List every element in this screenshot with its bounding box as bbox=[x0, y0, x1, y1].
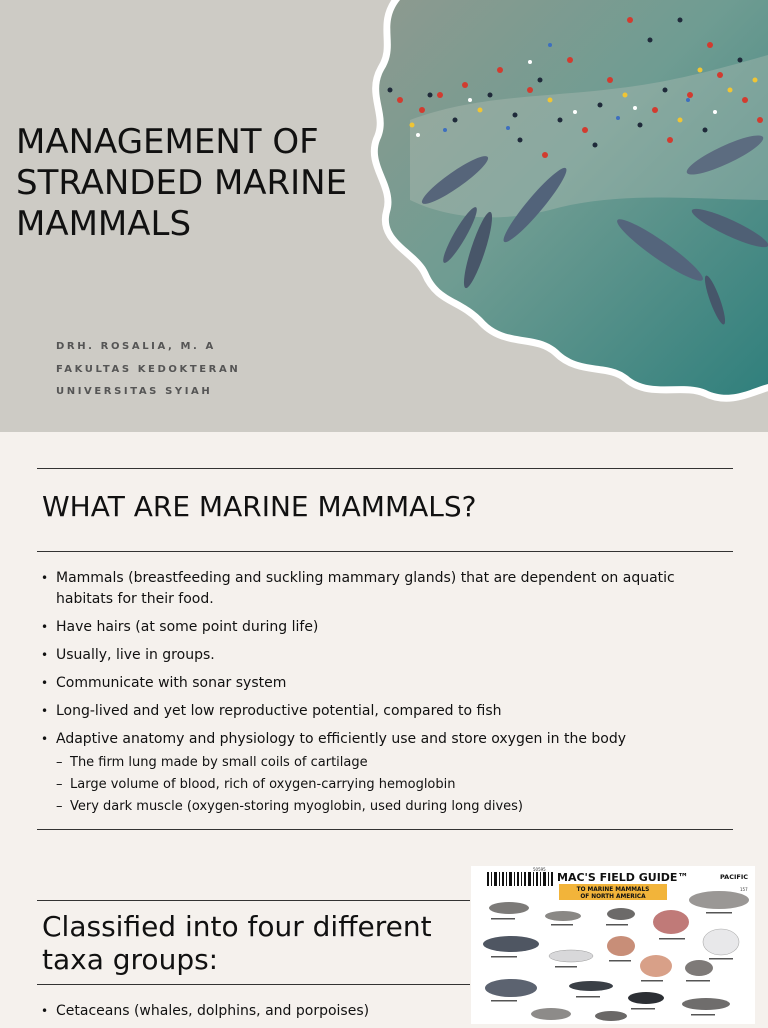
guide-barcode-number: 50595 bbox=[533, 867, 546, 872]
list-item: • Have hairs (at some point during life) bbox=[42, 617, 712, 638]
bottom-rule bbox=[37, 829, 733, 830]
title-slide bbox=[0, 0, 768, 432]
taxa-top-rule bbox=[37, 900, 470, 901]
list-item: • Communicate with sonar system bbox=[42, 673, 712, 694]
section-heading: WHAT ARE MARINE MAMMALS? bbox=[42, 490, 477, 523]
taxa-heading-line-2: taxa groups: bbox=[42, 943, 219, 976]
sub-list-item: – The firm lung made by small coils of cartilage bbox=[42, 752, 712, 773]
guide-page-number: 157 bbox=[740, 887, 748, 892]
guide-subtitle-2: OF NORTH AMERICA bbox=[580, 894, 646, 900]
top-rule bbox=[37, 468, 733, 469]
list-item: • Adaptive anatomy and physiology to efficiently use and store oxygen in the body bbox=[42, 729, 712, 750]
guide-subtitle-1: TO MARINE MAMMALS bbox=[576, 887, 650, 893]
field-guide-image bbox=[471, 866, 755, 1024]
marine-mammal-illustrations bbox=[483, 891, 749, 1021]
barcode-icon bbox=[487, 872, 553, 886]
list-item: • Long-lived and yet low reproductive potential, compared to fish bbox=[42, 701, 712, 722]
taxa-heading-line-1: Classified into four different bbox=[42, 910, 432, 943]
title-line-2: STRANDED MARINE bbox=[16, 163, 348, 203]
author-name: DRH. ROSALIA, M. A bbox=[56, 341, 216, 352]
title-line-3: MAMMALS bbox=[16, 204, 192, 244]
title-line-1: MANAGEMENT OF bbox=[16, 122, 319, 162]
guide-region: PACIFIC bbox=[720, 873, 749, 881]
author-university: UNIVERSITAS SYIAH bbox=[56, 386, 213, 397]
taxa-heading bbox=[42, 910, 432, 976]
guide-title: MAC'S FIELD GUIDE™ bbox=[557, 871, 689, 884]
list-item: • Mammals (breastfeeding and suckling mammary glands) that are dependent on aquatic habitats for their food. bbox=[42, 568, 712, 610]
sub-list-item: – Very dark muscle (oxygen-storing myoglobin, used during long dives) bbox=[42, 796, 712, 817]
author-faculty: FAKULTAS KEDOKTERAN bbox=[56, 363, 241, 375]
marine-mammal-traits-list bbox=[42, 568, 712, 817]
stranded-whales-photo bbox=[370, 0, 768, 402]
presentation-title bbox=[16, 122, 386, 245]
list-item: • Cetaceans (whales, dolphins, and porpoises) bbox=[42, 1001, 712, 1022]
heading-rule bbox=[37, 551, 733, 552]
taxa-heading-rule bbox=[37, 984, 470, 985]
author-info bbox=[56, 336, 241, 397]
sub-list-item: – Large volume of blood, rich of oxygen-carrying hemoglobin bbox=[42, 774, 712, 795]
list-item: • Usually, live in groups. bbox=[42, 645, 712, 666]
